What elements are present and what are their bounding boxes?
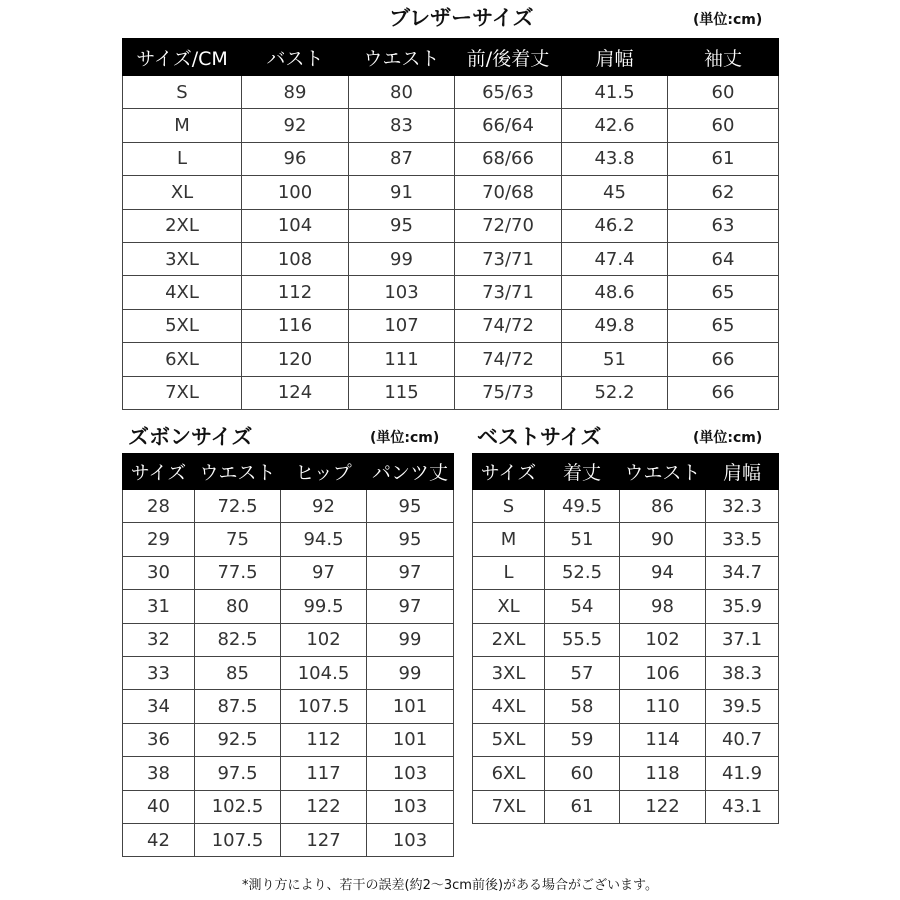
size-cell: 28 (123, 490, 195, 523)
measurement-cell: 102 (620, 623, 706, 656)
table-row (473, 757, 779, 790)
column-header: サイズ (473, 454, 545, 490)
table-row (123, 556, 454, 589)
measurement-cell: 66 (668, 343, 779, 376)
blazer-size-table (122, 38, 779, 410)
measurement-cell: 57 (545, 656, 620, 689)
pants-table-body (123, 490, 454, 857)
measurement-cell: 61 (668, 142, 779, 175)
measurement-cell: 94 (620, 556, 706, 589)
table-row (123, 490, 454, 523)
table-row (123, 176, 779, 209)
measurement-cell: 72/70 (455, 209, 562, 242)
measurement-cell: 92 (281, 490, 367, 523)
table-row (473, 790, 779, 823)
measurement-cell: 86 (620, 490, 706, 523)
measurement-cell: 52.2 (562, 376, 668, 409)
measurement-cell: 91 (349, 176, 455, 209)
table-row (123, 343, 779, 376)
measurement-cell: 74/72 (455, 309, 562, 342)
measurement-cell: 107.5 (195, 823, 281, 856)
measurement-cell: 75 (195, 523, 281, 556)
vest-size-table (472, 453, 779, 824)
table-row (473, 690, 779, 723)
measurement-cell: 102 (281, 623, 367, 656)
measurement-cell: 124 (242, 376, 349, 409)
table-row (123, 590, 454, 623)
measurement-cell: 89 (242, 76, 349, 109)
measurement-cell: 70/68 (455, 176, 562, 209)
size-cell: 3XL (473, 656, 545, 689)
measurement-cell: 51 (562, 343, 668, 376)
table-row (123, 757, 454, 790)
measurement-cell: 97 (367, 556, 454, 589)
size-cell: 42 (123, 823, 195, 856)
measurement-cell: 65 (668, 309, 779, 342)
measurement-cell: 66 (668, 376, 779, 409)
vest-table-body (473, 490, 779, 824)
table-row (123, 790, 454, 823)
measurement-cell: 59 (545, 723, 620, 756)
measurement-cell: 94.5 (281, 523, 367, 556)
table-row (123, 690, 454, 723)
measurement-cell: 108 (242, 242, 349, 275)
measurement-cell: 122 (281, 790, 367, 823)
pants-unit: (単位:cm) (370, 430, 440, 446)
size-cell: 30 (123, 556, 195, 589)
table-row (123, 376, 779, 409)
size-cell: 5XL (123, 309, 242, 342)
size-cell: M (473, 523, 545, 556)
column-header: ウエスト (620, 454, 706, 490)
measurement-cell: 90 (620, 523, 706, 556)
measurement-cell: 54 (545, 590, 620, 623)
measurement-cell: 95 (349, 209, 455, 242)
column-header: サイズ (123, 454, 195, 490)
measurement-cell: 117 (281, 757, 367, 790)
measurement-cell: 61 (545, 790, 620, 823)
measurement-cell: 45 (562, 176, 668, 209)
blazer-table-header (123, 39, 779, 76)
size-cell: 5XL (473, 723, 545, 756)
measurement-cell: 47.4 (562, 242, 668, 275)
measurement-cell: 55.5 (545, 623, 620, 656)
measurement-cell: 99 (367, 623, 454, 656)
table-row (473, 723, 779, 756)
table-row (123, 523, 454, 556)
table-row (473, 490, 779, 523)
measurement-cell: 99 (349, 242, 455, 275)
measurement-cell: 122 (620, 790, 706, 823)
table-row (123, 276, 779, 309)
measurement-cell: 63 (668, 209, 779, 242)
measurement-cell: 32.3 (706, 490, 779, 523)
measurement-cell: 40.7 (706, 723, 779, 756)
column-header: 着丈 (545, 454, 620, 490)
column-header: 前/後着丈 (455, 39, 562, 76)
measurement-cell: 103 (349, 276, 455, 309)
measurement-cell: 37.1 (706, 623, 779, 656)
table-row (123, 242, 779, 275)
size-cell: 40 (123, 790, 195, 823)
measurement-cell: 60 (668, 76, 779, 109)
size-cell: XL (123, 176, 242, 209)
table-row (473, 590, 779, 623)
measurement-cell: 116 (242, 309, 349, 342)
measurement-cell: 107.5 (281, 690, 367, 723)
table-row (123, 723, 454, 756)
measurement-cell: 35.9 (706, 590, 779, 623)
measurement-cell: 96 (242, 142, 349, 175)
measurement-cell: 110 (620, 690, 706, 723)
measurement-cell: 41.9 (706, 757, 779, 790)
measurement-cell: 34.7 (706, 556, 779, 589)
measurement-cell: 85 (195, 656, 281, 689)
measurement-cell: 83 (349, 109, 455, 142)
measurement-cell: 107 (349, 309, 455, 342)
measurement-cell: 104 (242, 209, 349, 242)
size-cell: 31 (123, 590, 195, 623)
table-row (123, 209, 779, 242)
header-row (123, 39, 779, 76)
size-cell: 4XL (123, 276, 242, 309)
measurement-cell: 43.1 (706, 790, 779, 823)
size-cell: 34 (123, 690, 195, 723)
measurement-cell: 72.5 (195, 490, 281, 523)
measurement-cell: 65 (668, 276, 779, 309)
measurement-cell: 43.8 (562, 142, 668, 175)
size-cell: S (473, 490, 545, 523)
measurement-cell: 101 (367, 690, 454, 723)
header-row (473, 454, 779, 490)
measurement-cell: 106 (620, 656, 706, 689)
measurement-cell: 80 (195, 590, 281, 623)
measurement-cell: 111 (349, 343, 455, 376)
size-cell: L (123, 142, 242, 175)
table-row (473, 623, 779, 656)
measurement-cell: 46.2 (562, 209, 668, 242)
blazer-unit: (単位:cm) (693, 12, 763, 28)
size-cell: 38 (123, 757, 195, 790)
column-header: パンツ丈 (367, 454, 454, 490)
table-row (473, 556, 779, 589)
measurement-cell: 73/71 (455, 276, 562, 309)
column-header: サイズ/CM (123, 39, 242, 76)
measurement-cell: 103 (367, 790, 454, 823)
measurement-cell: 58 (545, 690, 620, 723)
measurement-cell: 112 (242, 276, 349, 309)
measurement-cell: 65/63 (455, 76, 562, 109)
measurement-cell: 66/64 (455, 109, 562, 142)
measurement-cell: 42.6 (562, 109, 668, 142)
measurement-cell: 64 (668, 242, 779, 275)
size-cell: M (123, 109, 242, 142)
size-cell: 2XL (123, 209, 242, 242)
header-row (123, 454, 454, 490)
measurement-cell: 98 (620, 590, 706, 623)
measurement-cell: 100 (242, 176, 349, 209)
size-cell: S (123, 76, 242, 109)
measurement-cell: 120 (242, 343, 349, 376)
measurement-cell: 33.5 (706, 523, 779, 556)
measurement-cell: 49.8 (562, 309, 668, 342)
measurement-cell: 52.5 (545, 556, 620, 589)
measurement-note: *測り方により、若干の誤差(約2〜3cm前後)がある場合がございます。 (242, 878, 658, 893)
measurement-cell: 73/71 (455, 242, 562, 275)
measurement-cell: 92.5 (195, 723, 281, 756)
measurement-cell: 49.5 (545, 490, 620, 523)
measurement-cell: 68/66 (455, 142, 562, 175)
measurement-cell: 75/73 (455, 376, 562, 409)
measurement-cell: 115 (349, 376, 455, 409)
measurement-cell: 80 (349, 76, 455, 109)
measurement-cell: 95 (367, 523, 454, 556)
measurement-cell: 95 (367, 490, 454, 523)
measurement-cell: 99.5 (281, 590, 367, 623)
size-cell: 32 (123, 623, 195, 656)
measurement-cell: 60 (545, 757, 620, 790)
size-cell: 29 (123, 523, 195, 556)
pants-title: ズボンサイズ (128, 425, 253, 449)
size-cell: 2XL (473, 623, 545, 656)
table-row (123, 623, 454, 656)
column-header: ヒップ (281, 454, 367, 490)
size-cell: 7XL (473, 790, 545, 823)
column-header: バスト (242, 39, 349, 76)
measurement-cell: 77.5 (195, 556, 281, 589)
column-header: 袖丈 (668, 39, 779, 76)
table-row (123, 142, 779, 175)
measurement-cell: 82.5 (195, 623, 281, 656)
measurement-cell: 60 (668, 109, 779, 142)
measurement-cell: 103 (367, 757, 454, 790)
table-row (123, 656, 454, 689)
measurement-cell: 87 (349, 142, 455, 175)
size-cell: 3XL (123, 242, 242, 275)
measurement-cell: 127 (281, 823, 367, 856)
measurement-cell: 48.6 (562, 276, 668, 309)
measurement-cell: 114 (620, 723, 706, 756)
measurement-cell: 97.5 (195, 757, 281, 790)
size-cell: 33 (123, 656, 195, 689)
measurement-cell: 62 (668, 176, 779, 209)
column-header: 肩幅 (706, 454, 779, 490)
table-row (123, 109, 779, 142)
blazer-title: ブレザーサイズ (389, 6, 534, 30)
size-cell: 6XL (123, 343, 242, 376)
measurement-cell: 92 (242, 109, 349, 142)
size-cell: 7XL (123, 376, 242, 409)
measurement-cell: 39.5 (706, 690, 779, 723)
pants-size-table (122, 453, 454, 857)
measurement-cell: 87.5 (195, 690, 281, 723)
pants-table-header (123, 454, 454, 490)
vest-unit: (単位:cm) (693, 430, 763, 446)
measurement-cell: 51 (545, 523, 620, 556)
measurement-cell: 38.3 (706, 656, 779, 689)
blazer-table-body (123, 76, 779, 410)
measurement-cell: 118 (620, 757, 706, 790)
column-header: ウエスト (349, 39, 455, 76)
table-row (473, 523, 779, 556)
size-cell: L (473, 556, 545, 589)
table-row (123, 823, 454, 856)
size-cell: 6XL (473, 757, 545, 790)
measurement-cell: 104.5 (281, 656, 367, 689)
measurement-cell: 103 (367, 823, 454, 856)
size-cell: XL (473, 590, 545, 623)
vest-table-header (473, 454, 779, 490)
vest-title: ベストサイズ (477, 425, 602, 449)
table-row (123, 309, 779, 342)
table-row (473, 656, 779, 689)
measurement-cell: 74/72 (455, 343, 562, 376)
measurement-cell: 97 (281, 556, 367, 589)
measurement-cell: 112 (281, 723, 367, 756)
measurement-cell: 41.5 (562, 76, 668, 109)
measurement-cell: 101 (367, 723, 454, 756)
size-cell: 4XL (473, 690, 545, 723)
measurement-cell: 97 (367, 590, 454, 623)
column-header: 肩幅 (562, 39, 668, 76)
size-cell: 36 (123, 723, 195, 756)
column-header: ウエスト (195, 454, 281, 490)
table-row (123, 76, 779, 109)
measurement-cell: 102.5 (195, 790, 281, 823)
measurement-cell: 99 (367, 656, 454, 689)
